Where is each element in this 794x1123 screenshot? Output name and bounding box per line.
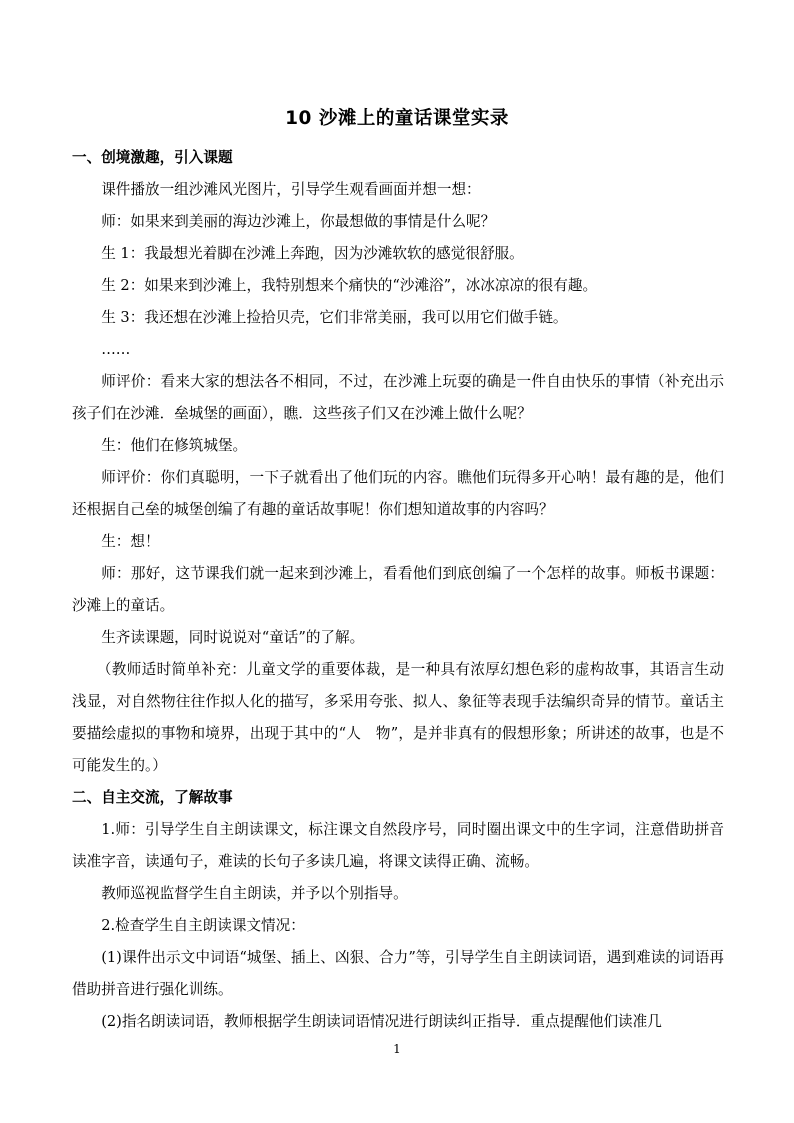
paragraph: …… [101,341,131,358]
paragraph: (2)指名朗读词语，教师根据学生朗读词语情况进行朗读纠正指导．重点提醒他们读准几 [101,1013,662,1030]
document-title: 10 沙滩上的童话课堂实录 [285,108,509,129]
paragraph: 课件播放一组沙滩风光图片，引导学生观看画面并想一想： [101,181,481,198]
paragraph: 师：如果来到美丽的海边沙滩上，你最想做的事情是什么呢？ [101,213,496,230]
document-body [72,142,724,1038]
paragraph: 师评价：你们真聪明，一下子就看出了他们玩的内容。瞧他们玩得多开心呐！最有趣的是，他们还根据自己垒的城堡创编了有趣的童话故事呢！你们想知道故事的内容吗？ [72,469,724,518]
paragraph: 生 1：我最想光着脚在沙滩上奔跑，因为沙滩软软的感觉很舒服。 [101,245,524,262]
page-number: 1 [393,1042,401,1056]
paragraph: 师评价：看来大家的想法各不相同，不过，在沙滩上玩耍的确是一件自由快乐的事情（补充出示孩子们在沙滩．垒城堡的画面），瞧．这些孩子们又在沙滩上做什么呢？ [72,373,724,422]
paragraph: 生 3：我还想在沙滩上捡拾贝壳，它们非常美丽，我可以用它们做手链。 [101,309,568,326]
paragraph: 2.检查学生自主朗读课文情况： [101,917,305,934]
paragraph: （教师适时简单补充：儿童文学的重要体裁，是一种具有浓厚幻想色彩的虚构故事，其语言生动浅显，对自然物往往作拟人化的描写，多采用夸张、拟人、象征等表现手法编织奇异的情节。童话主要描绘虚拟的事物和境界，出现于其中的“人 物”，是并非真有的假想形象；所讲述的故事，也是不可能发生的。） [72,661,724,774]
paragraph: 生 2：如果来到沙滩上，我特别想来个痛快的“沙滩浴”，冰冰凉凉的很有趣。 [101,277,598,294]
paragraph: 生：想！ [101,533,160,550]
paragraph: 生：他们在修筑城堡。 [101,437,248,454]
paragraph: 教师巡视监督学生自主朗读，并予以个别指导。 [101,885,408,902]
paragraph: (1)课件出示文中词语“城堡、插上、凶狠、合力”等，引导学生自主朗读词语，遇到难读的词语再借助拼音进行强化训练。 [72,949,724,998]
section-heading: 二、自主交流，了解故事 [72,789,233,806]
paragraph: 师：那好，这节课我们就一起来到沙滩上，看看他们到底创编了一个怎样的故事。师板书课题：沙滩上的童话。 [72,565,724,614]
section-heading: 一、创境激趣，引入课题 [72,149,233,166]
paragraph: 1.师：引导学生自主朗读课文，标注课文自然段序号，同时圈出课文中的生字词，注意借助拼音读准字音，读通句子，难读的长句子多读几遍，将课文读得正确、流畅。 [72,821,724,870]
paragraph: 生齐读课题，同时说说对“童话”的了解。 [101,629,365,646]
